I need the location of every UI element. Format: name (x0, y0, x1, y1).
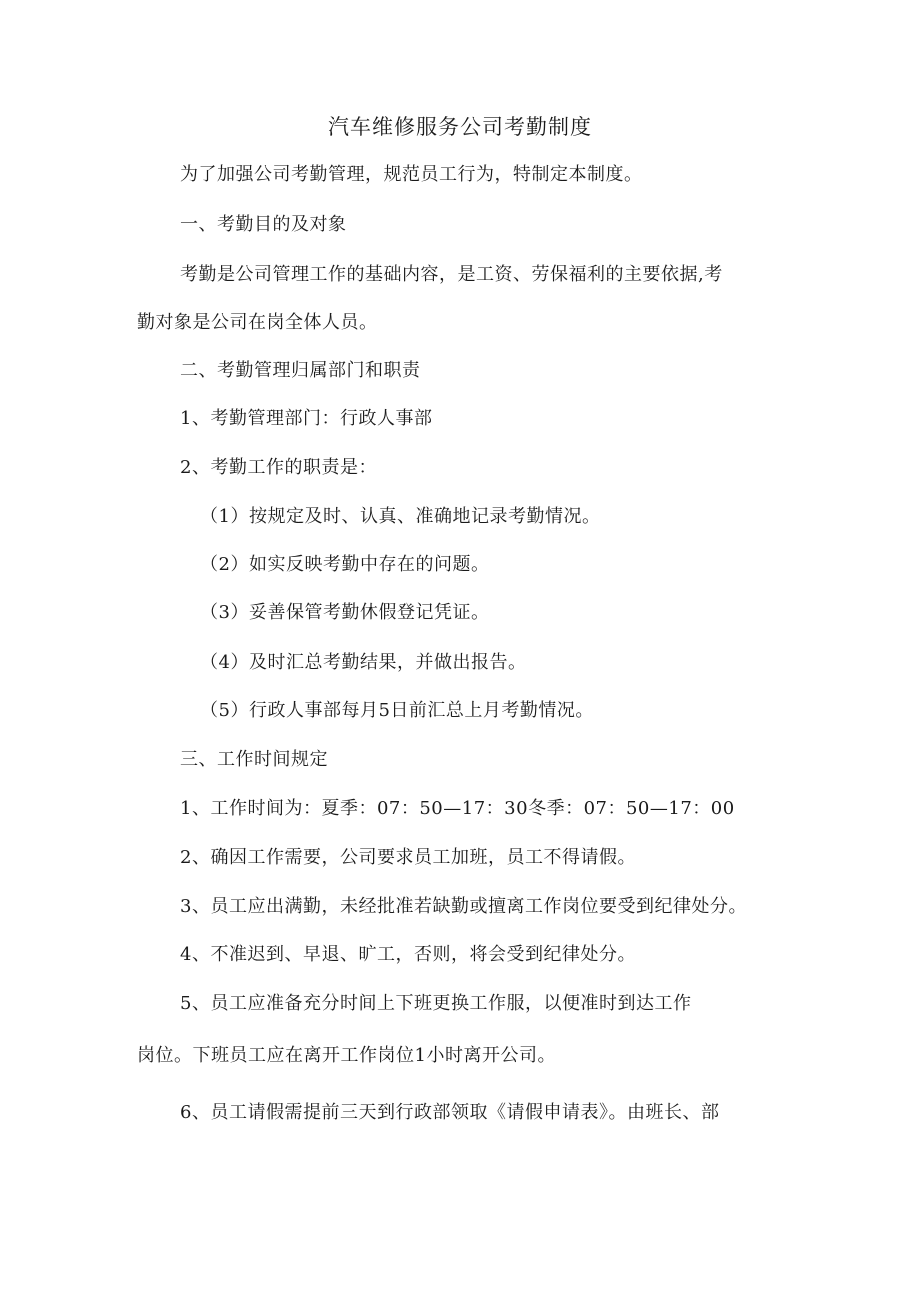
rule-item-3: 3、员工应出满勤，未经批准若缺勤或擅离工作岗位要受到纪律处分。 (180, 896, 747, 917)
duty-item-1: （1）按规定及时、认真、准确地记录考勤情况。 (200, 506, 601, 527)
duty-item-3: （3）妥善保管考勤休假登记凭证。 (200, 602, 490, 623)
section-1-paragraph-line-1: 考勤是公司管理工作的基础内容，是工资、劳保福利的主要依据,考 (180, 264, 723, 285)
duty-item-4: （4）及时汇总考勤结果，并做出报告。 (200, 652, 527, 673)
duty-item-2: （2）如实反映考勤中存在的问题。 (200, 554, 490, 575)
rule-item-5-line-1: 5、员工应准备充分时间上下班更换工作服，以便准时到达工作 (180, 993, 692, 1014)
section-2-heading: 二、考勤管理归属部门和职责 (180, 360, 421, 381)
duty-item-5: （5）行政人事部每月5日前汇总上月考勤情况。 (200, 700, 594, 721)
rule-item-1: 1、工作时间为：夏季：07：50—17：30冬季：07：50—17：00 (180, 798, 735, 819)
rule-item-6-line-1: 6、员工请假需提前三天到行政部领取《请假申请表》。由班长、部 (180, 1102, 720, 1123)
rule-item-2: 2、确因工作需要，公司要求员工加班，员工不得请假。 (180, 847, 636, 868)
section-3-heading: 三、工作时间规定 (180, 749, 328, 770)
section-1-heading: 一、考勤目的及对象 (180, 214, 347, 235)
intro-paragraph: 为了加强公司考勤管理，规范员工行为，特制定本制度。 (180, 164, 643, 185)
section-1-paragraph-line-2: 勤对象是公司在岗全体人员。 (137, 312, 378, 333)
section-2-item-1: 1、考勤管理部门：行政人事部 (180, 408, 433, 429)
section-2-item-2: 2、考勤工作的职责是： (180, 457, 377, 478)
rule-item-4: 4、不准迟到、早退、旷工，否则，将会受到纪律处分。 (180, 944, 636, 965)
rule-item-5-line-2: 岗位。下班员工应在离开工作岗位1小时离开公司。 (137, 1045, 556, 1066)
document-title: 汽车维修服务公司考勤制度 (328, 115, 592, 139)
